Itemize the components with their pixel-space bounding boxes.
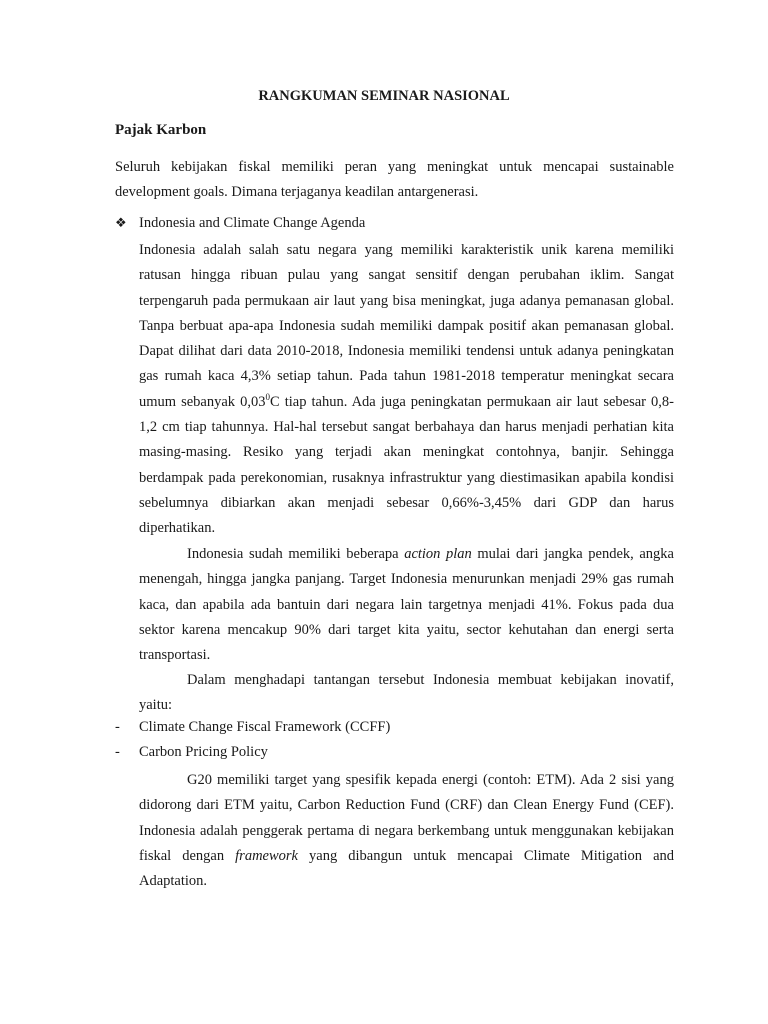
- paragraph-climate: [139, 238, 674, 542]
- section-subheading: Pajak Karbon: [115, 122, 207, 138]
- dash-marker: -: [115, 719, 120, 735]
- paragraph-climate-part1: Indonesia adalah salah satu negara yang memiliki karakteristik unik karena memiliki ratusan hingga ribuan pulau yang sangat sensitif dengan perubahan iklim. Sangat terpengaruh pada permukaan air laut yang bisa meningkat, juga adanya pemanasan global. Tanpa berbuat apa-apa Indonesia sudah memiliki dampak positif akan pemanasan global. Dapat dilihat dari data 2010-2018, Indonesia memiliki tendensi untuk adanya peningkatan gas rumah kaca 4,3% setiap tahun. Pada tahun 1981-2018 temperatur meningkat secara umum sebanyak 0,03: [139, 242, 674, 410]
- framework-emphasis: framework: [235, 847, 298, 864]
- intro-paragraph: Seluruh kebijakan fiskal memiliki peran yang meningkat untuk mencapai sustainable development goals. Dimana terjaganya keadilan antargenerasi.: [115, 159, 674, 201]
- paragraph-g20-part1: G20 memiliki target yang spesifik kepada energi (contoh: ETM). Ada 2 sisi yang didorong dari ETM yaitu, Carbon Reduction Fund (CRF) dan Clean Energy Fund (CEF). Indonesia adalah penggerak pertama di negara berkembang untuk menggunakan kebijakan fiskal dengan: [139, 772, 674, 864]
- list-item-label: Carbon Pricing Policy: [139, 744, 268, 760]
- paragraph-challenges: Dalam menghadapi tantangan tersebut Indonesia membuat kebijakan inovatif, yaitu:: [139, 672, 674, 714]
- paragraph-g20: [139, 768, 674, 894]
- paragraph-action-plan-part2: mulai dari jangka pendek, angka menengah, hingga jangka panjang. Target Indonesia menurunkan menjadi 29% gas rumah kaca, dan apabila ada bantuin dari negara lain targetnya menjadi 41%. Fokus pada dua sektor karena mencakup 90% dari target kita yaitu, sector kehutahan dan energi serta transportasi.: [139, 546, 674, 664]
- action-plan-emphasis: action plan: [404, 546, 472, 562]
- dash-marker: -: [115, 744, 120, 760]
- paragraph-climate-part2: C tiap tahun. Ada juga peningkatan permukaan air laut sebesar 0,8-1,2 cm tiap tahunnya. Hal-hal tersebut sangat berbahaya dan harus menjadi perhatian kita masing-masing. Resiko yang terjadi akan meningkat contohnya, banjir. Sehingga berdampak pada perekonomian, rusaknya infrastruktur yang diestimasikan apabila kondisi sebelumnya dibiarkan akan menjadi sebesar 0,66%-3,45% dari GDP dan harus diperhatikan.: [139, 393, 674, 537]
- list-item-label: Climate Change Fiscal Framework (CCFF): [139, 719, 391, 735]
- paragraph-action-plan-part1: Indonesia sudah memiliki beberapa: [187, 546, 405, 562]
- bullet-heading: Indonesia and Climate Change Agenda: [139, 215, 366, 231]
- diamond-bullet-icon: ❖: [115, 215, 127, 230]
- paragraph-g20-part2: yang dibangun untuk mencapai Climate Mitigation and Adaptation.: [139, 847, 675, 890]
- document-title: RANGKUMAN SEMINAR NASIONAL: [258, 88, 510, 104]
- degree-superscript: 0: [265, 391, 270, 402]
- paragraph-action-plan: [139, 542, 674, 668]
